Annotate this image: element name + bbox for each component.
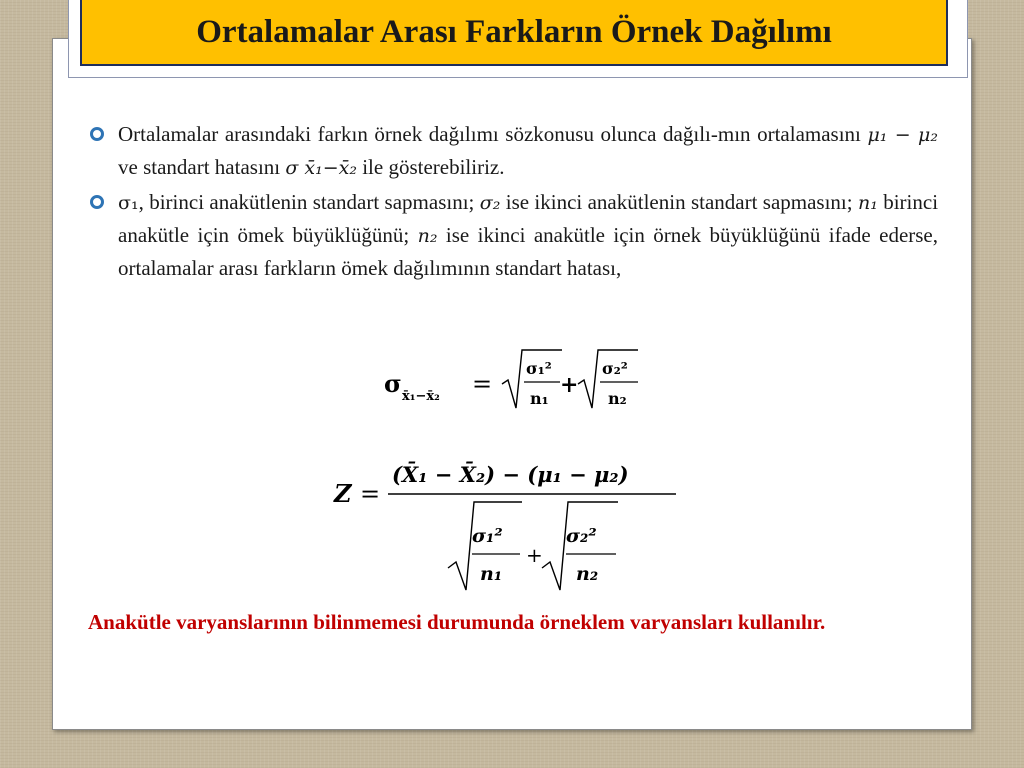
bullet-ring-icon <box>90 127 104 141</box>
se-term2-numerator: σ₂² <box>602 359 628 378</box>
se-lhs-subscript: x̄₁−x̄₂ <box>402 389 440 404</box>
bullet-2-text-d: ise ikinci anakütle için örnek büyüklüğünü ifade ederse, ortalamalar arası farkların ömek dağılımının standart hatası, <box>118 223 939 280</box>
content-body <box>88 118 938 284</box>
bullet-2-text-c: birinci anakütle için ömek büyüklüğünü; <box>118 190 939 247</box>
z-equals: = <box>360 480 381 508</box>
se-lhs-sigma: σ <box>384 369 402 398</box>
z-term2-denominator: n₂ <box>576 563 599 585</box>
bullet-1-text-c: ile gösterebiliriz. <box>362 155 505 179</box>
se-equals: = <box>472 370 493 398</box>
bullet-2-math-sigma2: σ₂ <box>479 192 501 214</box>
se-plus: + <box>560 372 579 398</box>
formula-z-statistic <box>330 450 690 600</box>
bullet-ring-icon <box>90 195 104 209</box>
bullet-1-text-a: Ortalamalar arasındaki farkın örnek dağılımı sözkonusu olunca dağılı-mın ortalamasını <box>118 122 861 146</box>
bullet-1-math-sigma-diff: σ x̄₁−x̄₂ <box>285 157 357 179</box>
z-term1-numerator: σ₁² <box>472 525 503 547</box>
bullet-2-text-b: ise ikinci anakütlenin standart sapmasını; <box>505 190 853 214</box>
bullet-item-1 <box>88 118 938 184</box>
formula-standard-error <box>380 340 650 420</box>
z-plus: + <box>526 543 543 567</box>
bullet-1-text-b: ve standart hatasını <box>118 155 281 179</box>
z-numerator: (X̄₁ − X̄₂) − (μ₁ − μ₂) <box>392 462 629 487</box>
title-bar <box>80 0 948 66</box>
bullet-1-math-mean-diff: μ₁ − μ₂ <box>867 124 938 146</box>
se-term1-numerator: σ₁² <box>526 359 552 378</box>
z-lhs: Z <box>334 479 352 508</box>
z-term1-denominator: n₁ <box>480 563 503 585</box>
z-term2-numerator: σ₂² <box>566 525 597 547</box>
bullet-item-2 <box>88 186 938 284</box>
se-term2-denominator: n₂ <box>608 389 627 408</box>
slide-title: Ortalamalar Arası Farkların Örnek Dağılımı <box>196 13 832 50</box>
bullet-2-math-n1: n₁ <box>857 192 878 214</box>
note-unknown-variances: Anakütle varyanslarının bilinmemesi durumunda örneklem varyansları kullanılır. <box>88 610 826 634</box>
bullet-2-math-sigma1: σ₁ <box>118 192 139 214</box>
bullet-2-text-a: , birinci anakütlenin standart sapmasını; <box>138 190 475 214</box>
se-term1-denominator: n₁ <box>530 389 549 408</box>
bullet-2-math-n2: n₂ <box>417 225 438 247</box>
